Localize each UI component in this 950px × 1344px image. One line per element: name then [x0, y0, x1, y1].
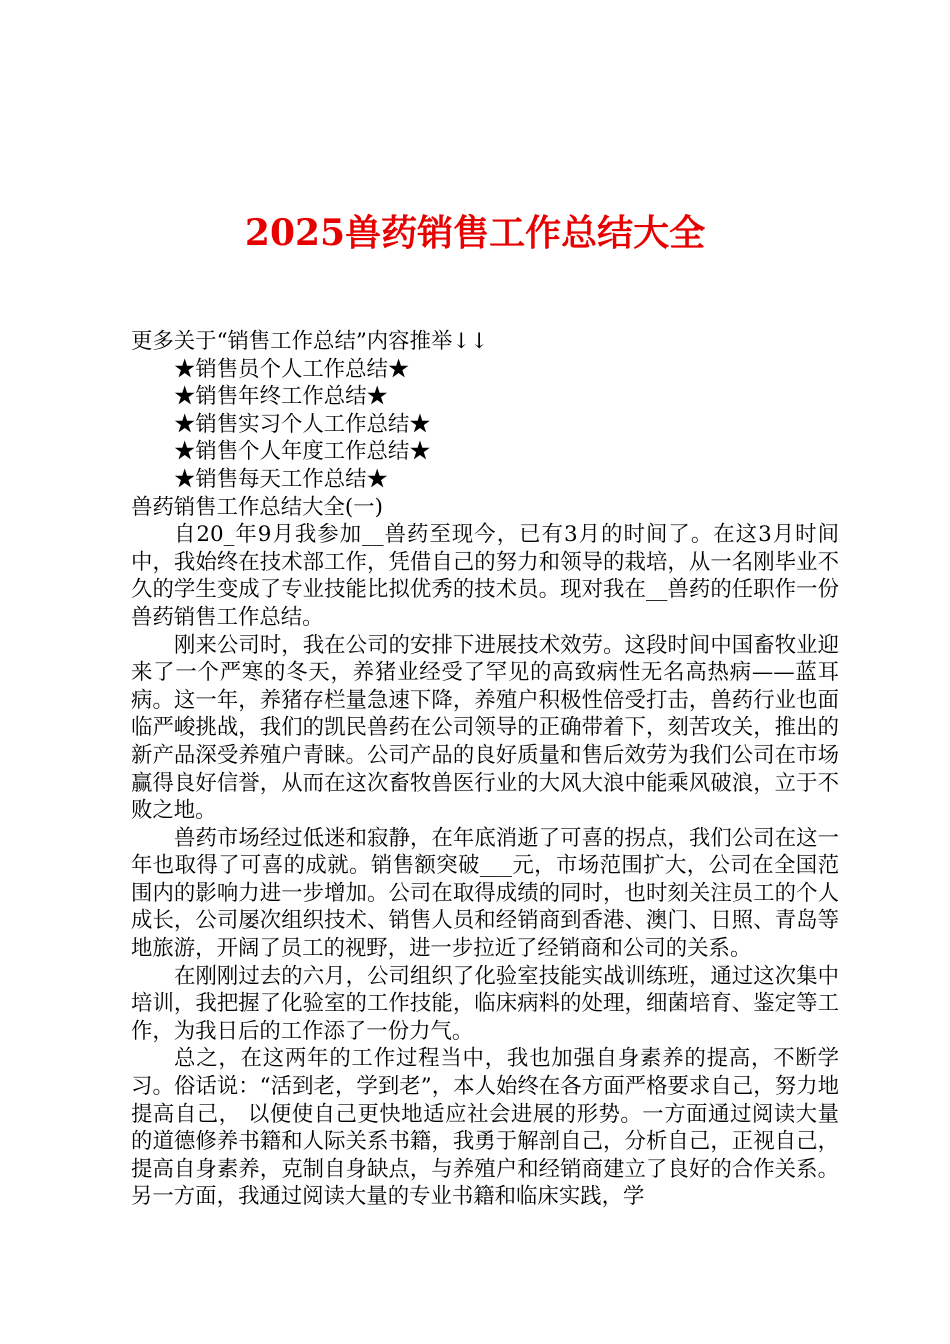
body-paragraph-4: 在刚刚过去的六月，公司组织了化验室技能实战训练班，通过这次集中培训，我把握了化验室的工作技能，临床病料的处理，细菌培育、鉴定等工作，为我日后的工作添了一份力气。	[131, 963, 839, 1044]
recommend-link-sales-personal[interactable]: ★销售员个人工作总结★	[174, 356, 410, 382]
body-paragraph-3: 兽药市场经过低迷和寂静，在年底消逝了可喜的拐点，我们公司在这一年也取得了可喜的成就。销售额突破___元，市场范围扩大，公司在全国范围内的影响力进一步增加。公司在取得成绩的同时，也时刻关注员工的个人成长，公司屡次组织技术、销售人员和经销商到香港、澳门、日照、青岛等地旅游，开阔了员工的视野，进一步拉近了经销商和公司的关系。	[131, 825, 839, 962]
document-body	[131, 328, 839, 1211]
body-paragraph-1: 自20_年9月我参加__兽药至现今，已有3月的时间了。在这3月时间中，我始终在技术部工作，凭借自己的努力和领导的栽培，从一名刚毕业不久的学生变成了专业技能比拟优秀的技术员。现对我在__兽药的任职作一份兽药销售工作总结。	[131, 522, 839, 630]
body-paragraph-2: 刚来公司时，我在公司的安排下进展技术效劳。这段时间中国畜牧业迎来了一个严寒的冬天，养猪业经受了罕见的高致病性无名高热病——蓝耳病。这一年，养猪存栏量急速下降，养殖户积极性倍受打击，兽药行业也面临严峻挑战，我们的凯民兽药在公司领导的正确带着下，刻苦攻关，推出的新产品深受养殖户青睐。公司产品的良好质量和售后效劳为我们公司在市场赢得良好信誉，从而在这次畜牧兽医行业的大风大浪中能乘风破浪，立于不败之地。	[131, 632, 839, 824]
section-heading: 兽药销售工作总结大全(一)	[131, 494, 383, 520]
document-title: 2025兽药销售工作总结大全	[244, 212, 706, 254]
recommend-link-sales-year-end[interactable]: ★销售年终工作总结★	[174, 384, 388, 410]
body-paragraph-5: 总之，在这两年的工作过程当中，我也加强自身素养的提高，不断学习。俗话说：“活到老，学到老”，本人始终在各方面严格要求自己，努力地提高自己， 以便使自己更快地适应社会进展的形势。一方面通过阅读大量的道德修养书籍和人际关系书籍，我勇于解剖自己，分析自己，正视自己，提高自身素养，克制自身缺点，与养殖户和经销商建立了良好的合作关系。另一方面，我通过阅读大量的专业书籍和临床实践，学	[131, 1046, 839, 1210]
recommend-link-sales-annual[interactable]: ★销售个人年度工作总结★	[174, 439, 431, 465]
recommend-link-sales-daily[interactable]: ★销售每天工作总结★	[174, 466, 388, 492]
recommend-intro: 更多关于“销售工作总结”内容推举↓↓	[131, 329, 489, 354]
recommend-link-sales-internship[interactable]: ★销售实习个人工作总结★	[174, 411, 431, 437]
